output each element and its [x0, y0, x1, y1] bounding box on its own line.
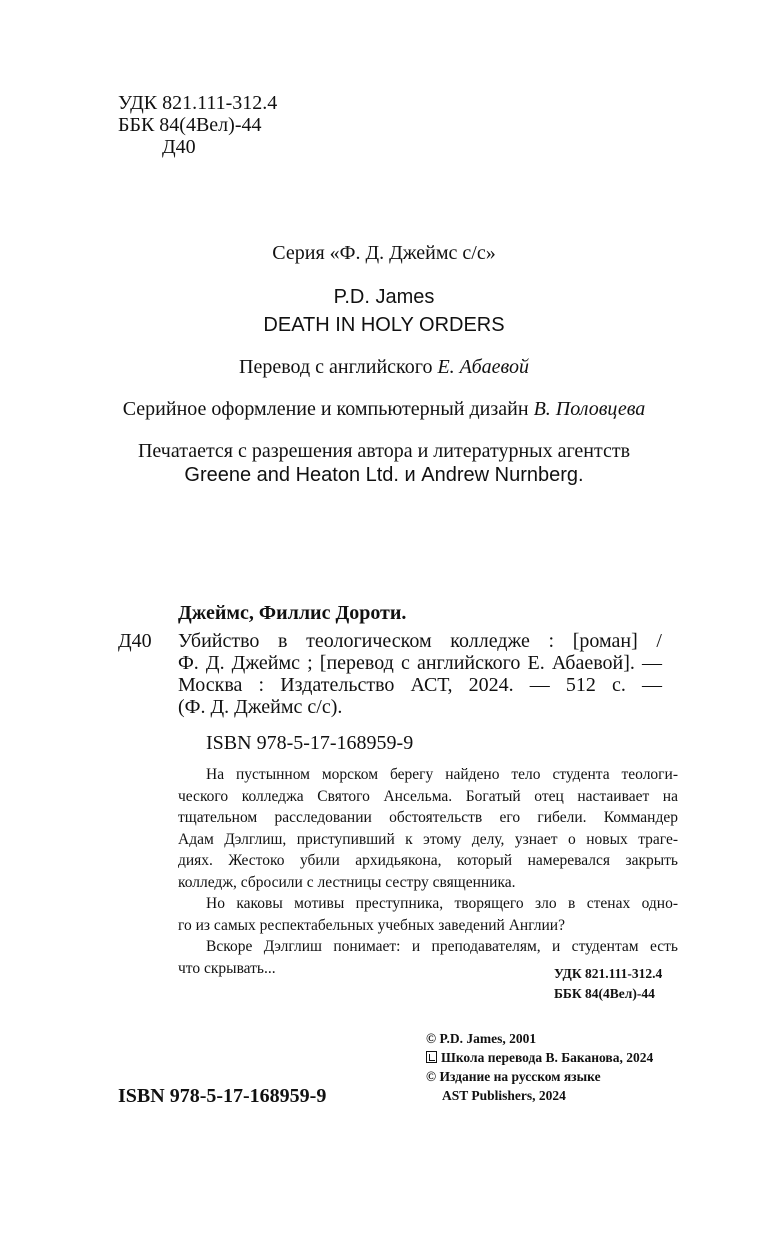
bottom-isbn: ISBN 978-5-17-168959-9	[118, 1085, 327, 1107]
catalog-entry-line: Убийство в теологическом колледже : [роман] /	[178, 630, 662, 652]
copyright-line-3: © Издание на русском языке	[426, 1069, 601, 1084]
bbk-code: ББК 84(4Вел)-44	[118, 114, 262, 136]
annotation-line: Вскоре Дэлглиш понимает: и преподавателям, и студентам есть	[206, 938, 678, 955]
catalog-entry-line: Ф. Д. Джеймс ; [перевод с английского Е. Абаевой]. —	[178, 652, 662, 674]
annotation-line: колледж, сбросили с лестницы сестру священника.	[178, 873, 516, 891]
permission-line-1: Печатается с разрешения автора и литературных агентств	[137, 440, 631, 462]
author-code: Д40	[162, 136, 196, 158]
copyright-line-4: AST Publishers, 2024	[442, 1088, 566, 1103]
annotation-line: Но каковы мотивы преступника, творящего зло в стенах одно-	[206, 895, 678, 912]
series-line: Серия «Ф. Д. Джеймс с/с»	[272, 242, 496, 264]
annotation-line: диях. Жестоко убили архидьякона, который намеревался закрыть	[178, 852, 678, 869]
annotation-line: На пустынном морском берегу найдено тело студента теологи-	[206, 766, 678, 783]
copyright-line-1: © P.D. James, 2001	[426, 1031, 537, 1046]
udk-code: УДК 821.111-312.4	[118, 92, 278, 114]
catalog-code: Д40	[118, 630, 152, 652]
annotation-line: ческого колледжа Святого Ансельма. Богатый отец настаивает на	[178, 787, 678, 805]
annotation-line: го из самых респектабельных учебных заведений Англии?	[178, 916, 565, 934]
annotation-line: Адам Дэлглиш, приступивший к этому делу, узнает о новых траге-	[178, 830, 678, 848]
udk-code-small: УДК 821.111-312.4	[554, 966, 663, 981]
translation-prefix: Перевод с английского	[239, 356, 438, 378]
design-credit	[0, 398, 768, 421]
translator-name: Е. Абаевой	[437, 356, 529, 378]
catalog-entry-line: Москва : Издательство АСТ, 2024. — 512 с. —	[178, 674, 662, 696]
designer-name: В. Половцева	[533, 398, 646, 420]
original-title: DEATH IN HOLY ORDERS	[263, 314, 505, 336]
original-author: P.D. James	[333, 286, 435, 308]
translation-credit	[0, 356, 768, 379]
publisher-logo-icon	[426, 1051, 437, 1063]
catalog-isbn: ISBN 978-5-17-168959-9	[206, 732, 414, 754]
annotation-line: тщательном расследовании обстоятельств его гибели. Коммандер	[178, 809, 678, 826]
annotation-line: что скрывать...	[178, 959, 276, 977]
catalog-author-heading: Джеймс, Филлис Дороти.	[178, 602, 407, 624]
permission-line-2: Greene and Heaton Ltd. и Andrew Nurnberg.	[184, 464, 584, 486]
bbk-code-small: ББК 84(4Вел)-44	[554, 986, 655, 1001]
catalog-entry-last: (Ф. Д. Джеймс с/с).	[178, 696, 343, 718]
copyright-line-2-text: Школа перевода В. Баканова, 2024	[441, 1050, 654, 1065]
copyright-line-2	[426, 1050, 653, 1066]
design-prefix: Серийное оформление и компьютерный дизайн	[122, 398, 534, 420]
